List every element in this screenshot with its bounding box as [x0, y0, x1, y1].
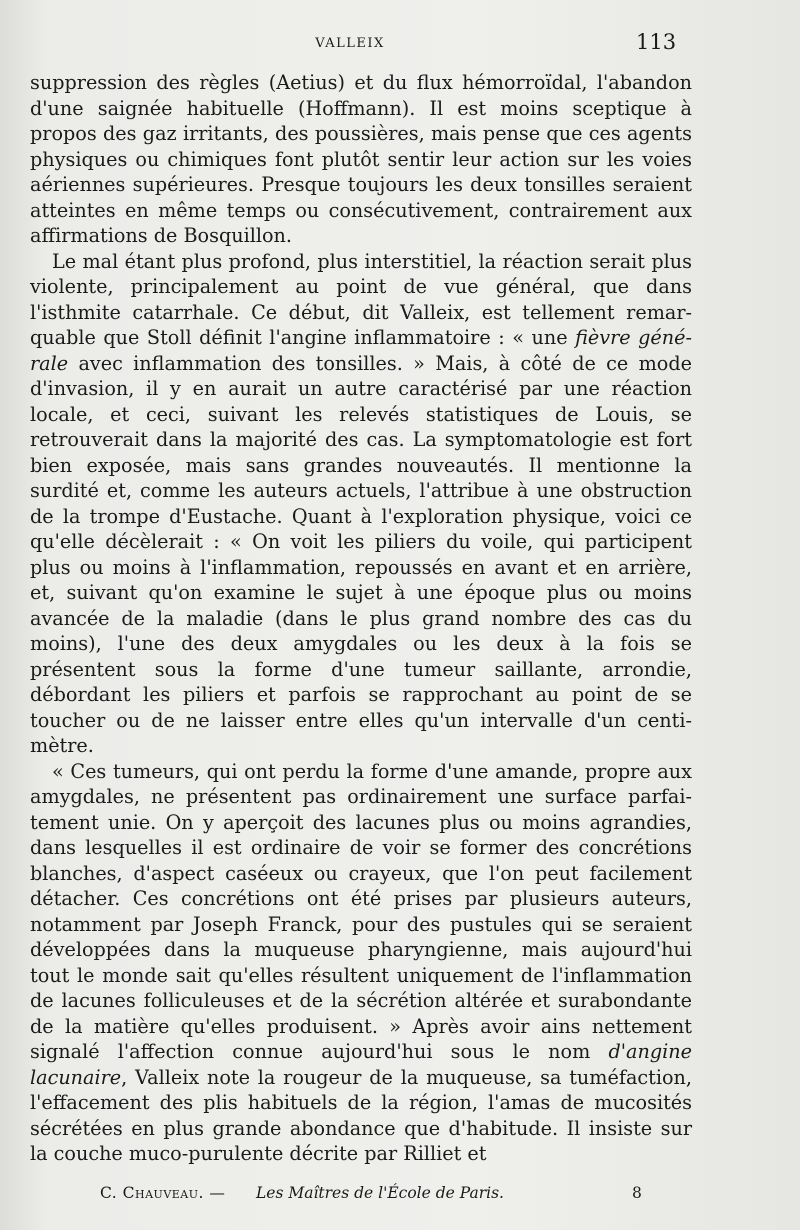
page-number: 113: [636, 30, 677, 54]
footer-author: C. Chauveau. —: [100, 1184, 226, 1202]
text-run: avec inflammation des tonsilles. » Mais, à côté de ce mode d'invasion, il y en aurait un autre caractérisé par une réaction locale, et ceci, suivant les relevés statistiques de Louis, se retrouverait dans la majorité des cas. La symptomatologie est fort bien exposée, mais sans grandes nouveautés. Il mentionne la surdité et, comme les auteurs actuels, l'attribue à une obstruction de la trompe d'Eustache. Quant à l'exploration physique, voici ce qu'elle décèlerait : « On voit les piliers du voile, qui participent plus ou moins à l'inflammation, repoussés en avant et en arrière, et, suivant qu'on examine le sujet à une époque plus ou moins avancée de la maladie (dans le plus grand nombre des cas du moins), l'une des deux amygdales ou les deux à la fois se présentent sous la forme d'une tumeur saillante, arrondie, débordant les piliers et parfois se rapprochant au point de se toucher ou de ne laisser entre elles qu'un intervalle d'un centimètre.: [30, 351, 692, 757]
paragraph: [30, 70, 692, 249]
paragraph: [30, 249, 692, 759]
italic-text: d'angine lacunaire: [30, 1040, 692, 1089]
running-head: [0, 30, 800, 54]
body-text: [30, 70, 692, 1167]
text-run: suppression des règles (Aetius) et du flux hémorroïdal, l'abandon d'une saignée habituelle (Hoffmann). Il est moins sceptique à propos des gaz irritants, des poussières, mais pense que ces agents physiques ou chimiques font plutôt sentir leur action sur les voies aériennes supérieures. Presque toujours les deux tonsilles seraient atteintes en même temps ou consécutivement, contrairement aux affirmations de Bosquillon.: [30, 71, 692, 247]
text-run: , Valleix note la rougeur de la muqueuse, sa tuméfaction, l'effacement des plis habituels de la région, l'amas de mucosités sécrétées en plus grande abondance que d'habitude. Il insiste sur la couche muco-purulente décrite par Rilliet et: [30, 1065, 692, 1165]
running-title: VALLEIX: [315, 36, 385, 51]
signature-mark: 8: [632, 1184, 642, 1202]
text-run: « Ces tumeurs, qui ont perdu la forme d'une amande, propre aux amygdales, ne présentent pas ordinairement une surface parfaitement unie. On y aperçoit des lacunes plus ou moins agrandies, dans lesquelles il est ordinaire de voir se former des concrétions blanches, d'aspect caséeux ou crayeux, que l'on peut facilement détacher. Ces concrétions ont été prises par plusieurs auteurs, notamment par Joseph Franck, pour des pustules qui se seraient développées dans la muqueuse pharyngienne, mais aujourd'hui tout le monde sait qu'elles résultent uniquement de l'inflammation de lacunes folliculeuses et de la sécrétion altérée et surabondante de la matière qu'elles produisent. » Après avoir ains nettement signalé l'affection connue aujourd'hui sous le nom: [30, 759, 692, 1063]
paragraph: [30, 759, 692, 1167]
text-run: Le mal étant plus profond, plus interstitiel, la réaction serait plus violente, principalement au point de vue général, que dans l'isthmite catarrhale. Ce début, dit Valleix, est tellement remarquable que Stoll définit l'angine inflammatoire : « une: [30, 249, 692, 349]
italic-text: fièvre générale: [30, 326, 692, 375]
footer-book-title: Les Maîtres de l'École de Paris.: [256, 1184, 504, 1202]
page-footer: [0, 1184, 800, 1208]
